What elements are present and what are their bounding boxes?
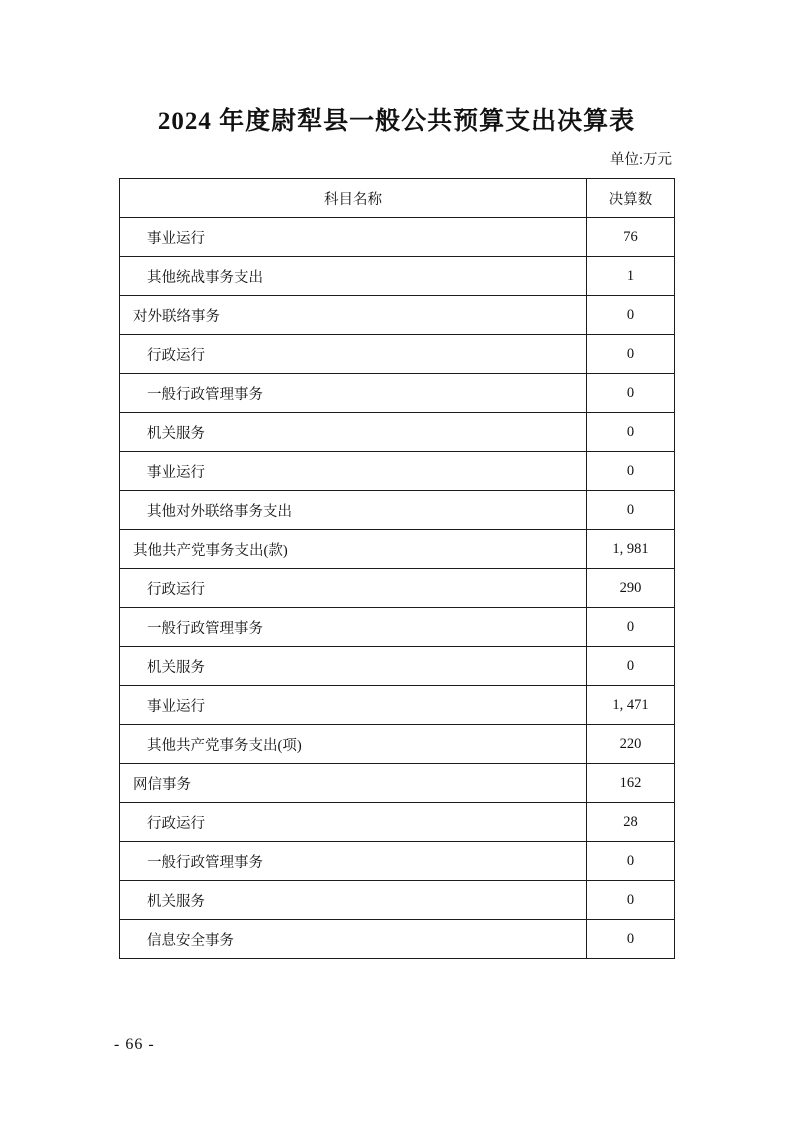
final-amount-cell: 290 [587, 569, 675, 608]
subject-name-cell: 一般行政管理事务 [120, 608, 587, 647]
column-header-amount: 决算数 [587, 179, 675, 218]
table-row [120, 452, 675, 491]
table-row [120, 569, 675, 608]
subject-name-cell: 其他对外联络事务支出 [120, 491, 587, 530]
subject-name-cell: 事业运行 [120, 686, 587, 725]
subject-name-cell: 信息安全事务 [120, 920, 587, 959]
table-row [120, 686, 675, 725]
final-amount-cell: 162 [587, 764, 675, 803]
budget-table [119, 178, 675, 959]
column-header-subject: 科目名称 [120, 179, 587, 218]
subject-name-cell: 机关服务 [120, 413, 587, 452]
table-row [120, 764, 675, 803]
table-row [120, 842, 675, 881]
table-header-row [120, 179, 675, 218]
subject-name-cell: 其他共产党事务支出(项) [120, 725, 587, 764]
unit-label: 单位:万元 [609, 152, 672, 168]
table-row [120, 881, 675, 920]
subject-name-cell: 行政运行 [120, 569, 587, 608]
table-row [120, 413, 675, 452]
final-amount-cell: 76 [587, 218, 675, 257]
final-amount-cell: 1, 471 [587, 686, 675, 725]
table-row [120, 920, 675, 959]
final-amount-cell: 220 [587, 725, 675, 764]
subject-name-cell: 机关服务 [120, 647, 587, 686]
table-row [120, 647, 675, 686]
subject-name-cell: 行政运行 [120, 335, 587, 374]
final-amount-cell: 0 [587, 374, 675, 413]
subject-name-cell: 网信事务 [120, 764, 587, 803]
final-amount-cell: 0 [587, 647, 675, 686]
final-amount-cell: 0 [587, 335, 675, 374]
subject-name-cell: 对外联络事务 [120, 296, 587, 335]
page-title: 2024 年度尉犁县一般公共预算支出决算表 [157, 108, 636, 135]
table-row [120, 491, 675, 530]
final-amount-cell: 0 [587, 452, 675, 491]
subject-name-cell: 机关服务 [120, 881, 587, 920]
table-row [120, 608, 675, 647]
table-row [120, 335, 675, 374]
table-row [120, 296, 675, 335]
subject-name-cell: 一般行政管理事务 [120, 842, 587, 881]
final-amount-cell: 1, 981 [587, 530, 675, 569]
final-amount-cell: 0 [587, 842, 675, 881]
final-amount-cell: 0 [587, 881, 675, 920]
final-amount-cell: 1 [587, 257, 675, 296]
table-row [120, 374, 675, 413]
table-body [120, 218, 675, 959]
table-row [120, 218, 675, 257]
subject-name-cell: 其他共产党事务支出(款) [120, 530, 587, 569]
final-amount-cell: 0 [587, 920, 675, 959]
subject-name-cell: 事业运行 [120, 452, 587, 491]
final-amount-cell: 0 [587, 296, 675, 335]
subject-name-cell: 一般行政管理事务 [120, 374, 587, 413]
subject-name-cell: 行政运行 [120, 803, 587, 842]
table-row [120, 725, 675, 764]
final-amount-cell: 0 [587, 413, 675, 452]
subject-name-cell: 事业运行 [120, 218, 587, 257]
page-number: - 66 - [114, 1036, 155, 1053]
final-amount-cell: 28 [587, 803, 675, 842]
table-row [120, 530, 675, 569]
table-row [120, 257, 675, 296]
table-row [120, 803, 675, 842]
subject-name-cell: 其他统战事务支出 [120, 257, 587, 296]
final-amount-cell: 0 [587, 608, 675, 647]
final-amount-cell: 0 [587, 491, 675, 530]
